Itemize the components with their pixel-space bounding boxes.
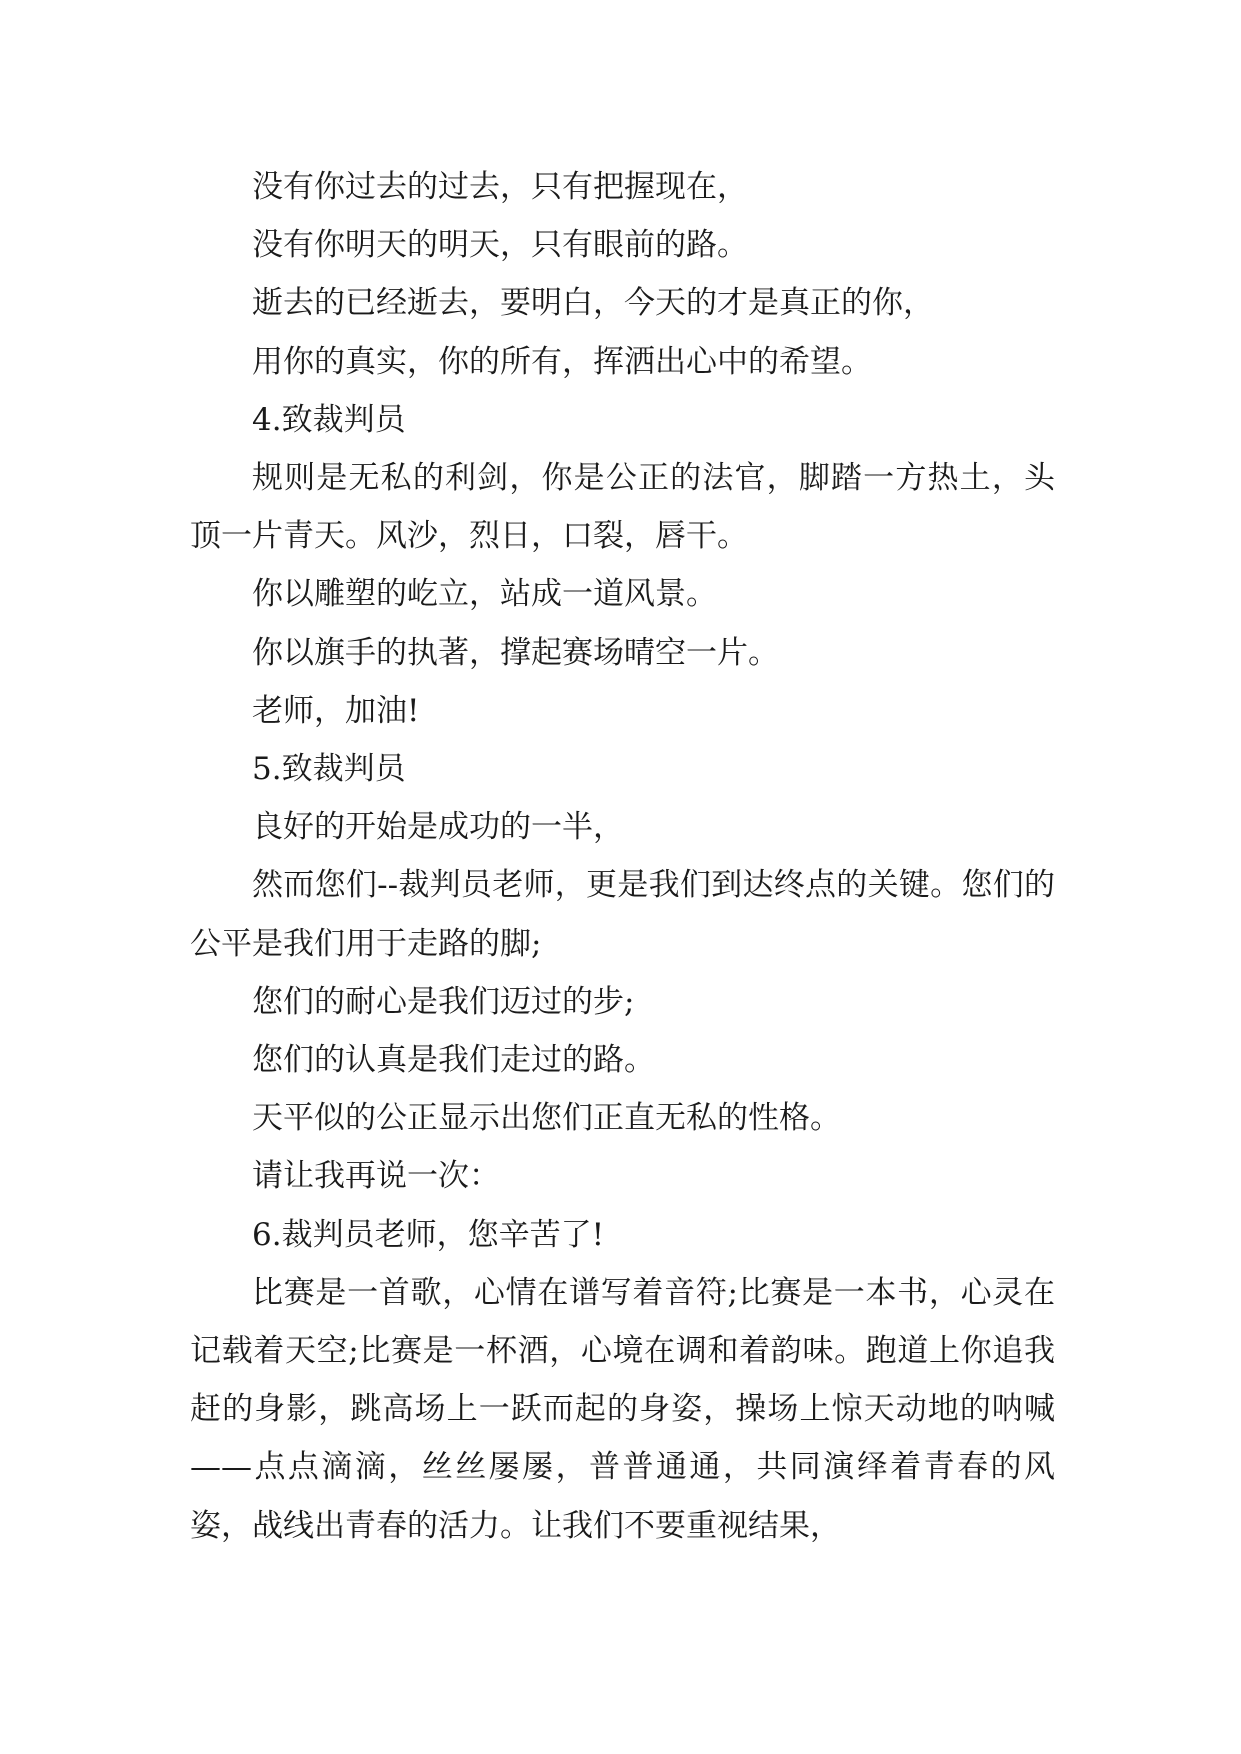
paragraph-8: 老师，加油! — [252, 692, 420, 729]
paragraph-9: 良好的开始是成功的一半， — [252, 809, 624, 846]
paragraph-11: 您们的耐心是我们迈过的步; — [252, 983, 635, 1020]
document-body — [190, 158, 1055, 1555]
section-heading-5: 5.致裁判员 — [252, 751, 406, 788]
paragraph-6: 你以雕塑的屹立，站成一道风景。 — [252, 576, 717, 613]
paragraph-4: 用你的真实，你的所有，挥洒出心中的希望。 — [252, 343, 872, 380]
paragraph-1: 没有你过去的过去，只有把握现在， — [252, 169, 748, 205]
paragraph-12: 您们的认真是我们走过的路。 — [252, 1042, 655, 1079]
paragraph-10: 然而您们--裁判员老师，更是我们到达终点的关键。您们的公平是我们用于走路的脚; — [190, 867, 1055, 962]
paragraph-5: 规则是无私的利剑，你是公正的法官，脚踏一方热土，头顶一片青天。风沙，烈日，口裂，唇干。 — [190, 460, 1055, 555]
paragraph-13: 天平似的公正显示出您们正直无私的性格。 — [252, 1100, 841, 1137]
section-heading-4: 4.致裁判员 — [252, 401, 406, 438]
paragraph-7: 你以旗手的执著，撑起赛场晴空一片。 — [252, 634, 779, 671]
paragraph-3: 逝去的已经逝去，要明白，今天的才是真正的你， — [252, 285, 934, 322]
paragraph-14: 请让我再说一次： — [252, 1158, 500, 1195]
paragraph-15: 比赛是一首歌，心情在谱写着音符;比赛是一本书，心灵在记载着天空;比赛是一杯酒，心境在调和着韵味。跑道上你追我赶的身影，跳高场上一跃而起的身姿，操场上惊天动地的呐喊——点点滴滴，丝丝屡屡，普普通通，共同演绎着青春的风姿，战线出青春的活力。让我们不要重视结果， — [190, 1274, 1055, 1544]
paragraph-2: 没有你明天的明天，只有眼前的路。 — [252, 227, 748, 264]
section-heading-6: 6.裁判员老师，您辛苦了! — [252, 1216, 605, 1253]
